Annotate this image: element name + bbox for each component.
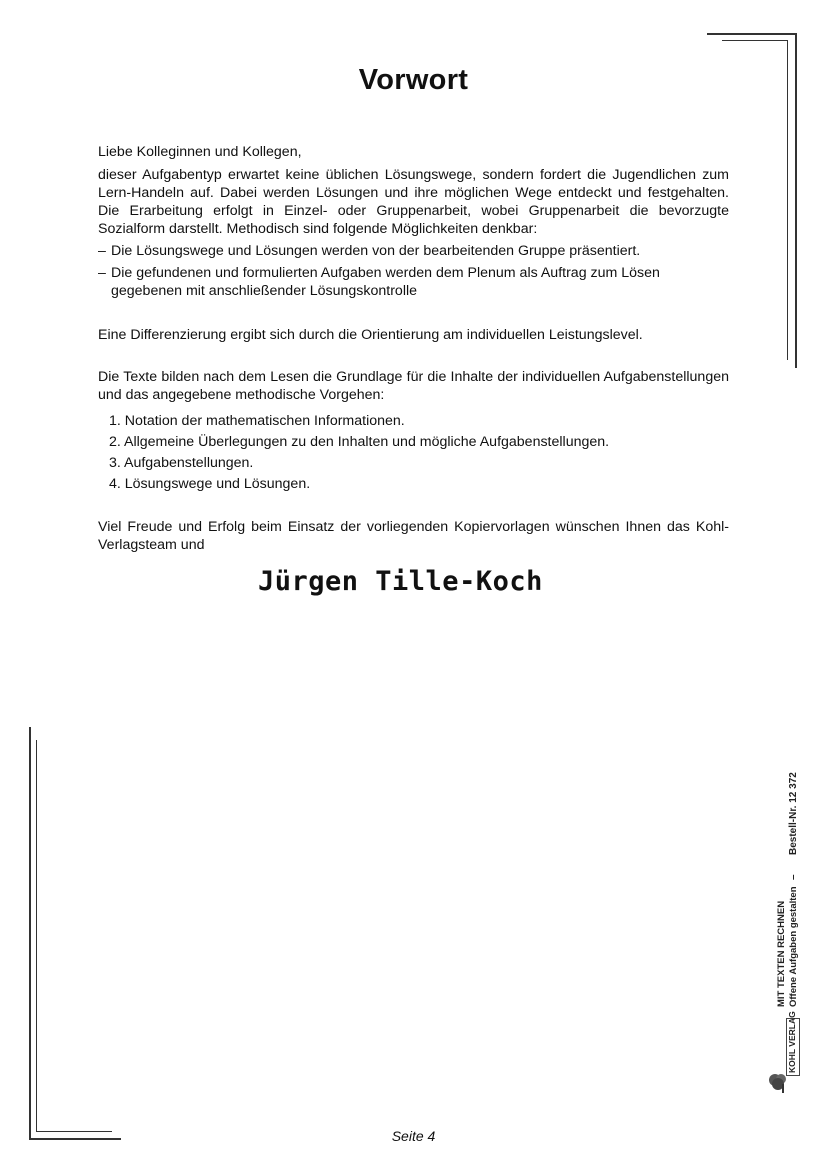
intro-paragraph: dieser Aufgabentyp erwartet keine üblichen Lösungswege, sondern fordert die Jugendlichen zum Lern-Handeln auf. Dabei werden Lösungen und ihre möglichen Wege entdeckt und festgehalten. Die Erarbeitung erfolgt in Einzel- oder Gruppenarbeit, wobei Gruppenarbeit die bevorzugte Sozialform darstellt. Methodisch sind folgende Möglichkeiten denkbar:: [98, 167, 729, 237]
options-list: [98, 242, 729, 300]
page-title: Vorwort: [358, 64, 469, 96]
closing-paragraph: Viel Freude und Erfolg beim Einsatz der vorliegenden Kopiervorlagen wünschen Ihnen das Kohl-Verlagsteam und: [98, 519, 729, 553]
frame-top-right-h1: [707, 33, 795, 35]
signature: Jürgen Tille-Koch: [258, 566, 543, 597]
texts-intro-paragraph: Die Texte bilden nach dem Lesen die Grundlage für die Inhalte der individuellen Aufgabenstellungen und das angegebene methodische Vorgehen:: [98, 369, 729, 403]
frame-top-right-h2: [722, 40, 788, 41]
list-item: – Die gefundenen und formulierten Aufgaben werden dem Plenum als Auftrag zum Lösen gegebenen mit anschließender Lösungskontrolle: [98, 265, 660, 299]
main-content: [98, 143, 729, 554]
sidebar-dash: –: [788, 874, 799, 880]
frame-bottom-left-v1: [29, 727, 31, 1139]
dash-bullet: –: [98, 243, 106, 259]
page-footer: Seite 4: [391, 1128, 436, 1144]
publisher-logo-text: KOHL VERLAG: [787, 1011, 797, 1073]
dash-bullet: –: [98, 265, 106, 281]
sidebar-series-title: MIT TEXTEN RECHNEN: [776, 900, 787, 1007]
list-item: 3. Aufgabenstellungen.: [109, 455, 254, 471]
frame-bottom-left-v2: [36, 740, 37, 1132]
list-item: 4. Lösungswege und Lösungen.: [109, 476, 311, 492]
list-item: 1. Notation der mathematischen Informationen.: [109, 413, 405, 429]
list-item: 2. Allgemeine Überlegungen zu den Inhalten und mögliche Aufgabenstellungen.: [109, 434, 610, 450]
order-number: Bestell-Nr. 12 372: [788, 772, 799, 855]
differentiation-paragraph: Eine Differenzierung ergibt sich durch die Orientierung am individuellen Leistungslevel.: [98, 327, 643, 343]
tree-logo-icon: [766, 1070, 790, 1094]
list-item: – Die Lösungswege und Lösungen werden von der bearbeitenden Gruppe präsentiert.: [98, 243, 641, 259]
greeting: Liebe Kolleginnen und Kollegen,: [98, 144, 302, 160]
sidebar-subtitle: Offene Aufgaben gestalten: [788, 886, 799, 1007]
steps-list: [98, 412, 729, 493]
